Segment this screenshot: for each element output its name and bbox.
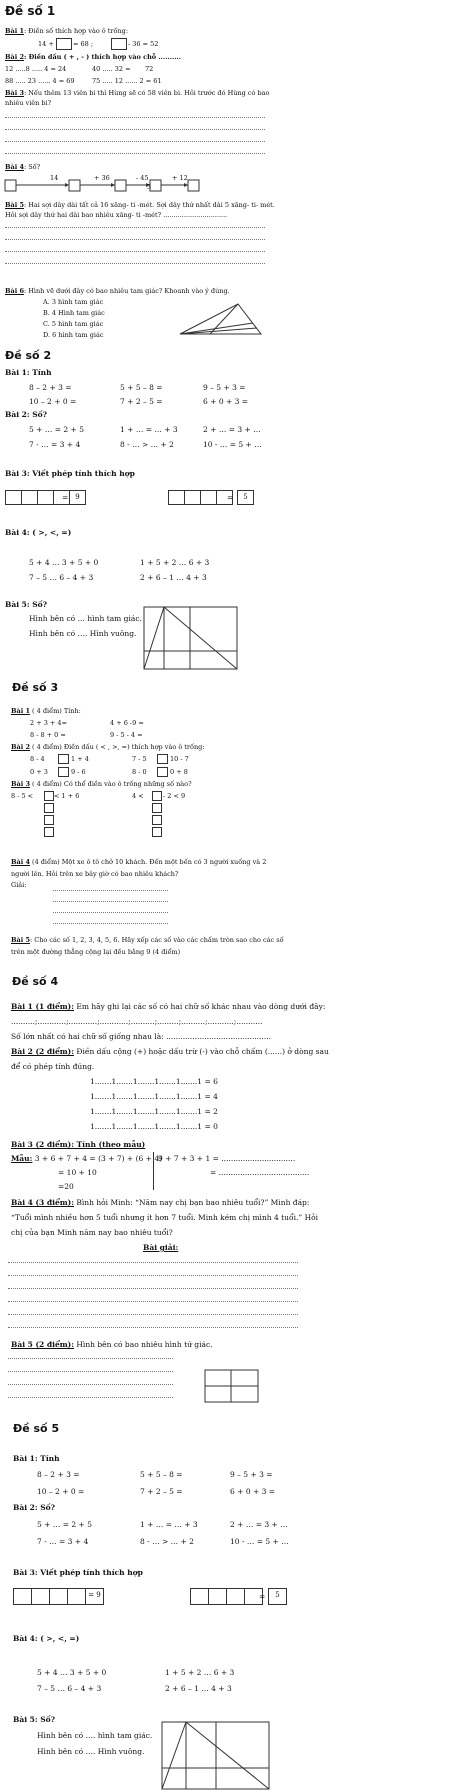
- compare-item: 1 + 5 + 2 … 6 + 3: [140, 558, 210, 567]
- ex4-3-sample: Mẫu: 3 + 6 + 7 + 4 = (3 + 7) + (6 + 4): [11, 1154, 163, 1163]
- calc-item: 8 – 2 + 3 =: [37, 1470, 80, 1479]
- calc-item: 10 – 2 + 0 =: [29, 397, 77, 406]
- compare-item: 2 + 6 – 1 … 4 + 3: [165, 1684, 232, 1693]
- calc-item: 7 + 2 – 5 =: [120, 397, 163, 406]
- ex1-1-line-b: = 68 ;: [73, 40, 94, 48]
- exercise-3-5: Bài 5: Cho các số 1, 2, 3, 4, 5, 6. Hãy xếp các số vào các chấm tròn sao cho các số: [11, 936, 284, 944]
- ex2-2-heading: Bài 2: Số?: [5, 410, 48, 419]
- answer-box: [157, 754, 168, 764]
- compare-left: 8 - 4: [30, 755, 45, 763]
- answer-box: [56, 38, 72, 50]
- equation-result: 9: [69, 490, 86, 505]
- exercise-4-4: Bài 4 (3 điểm): Bình hỏi Minh: “Năm nay chị bạn bao nhiêu tuổi?” Minh đáp:: [11, 1198, 310, 1207]
- ex1-1-line-c: - 36 = 52: [128, 40, 159, 48]
- compare-item: 5 + 4 … 3 + 5 + 0: [37, 1668, 107, 1677]
- answer-box: [111, 38, 127, 50]
- calc-item: 9 - 5 - 4 =: [110, 731, 143, 739]
- exercise-3-1: Bài 1 ( 4 điểm) Tính:: [11, 707, 81, 715]
- answer-line: [8, 1358, 173, 1359]
- ineq-right: - 2 < 9: [163, 792, 186, 800]
- calc-item: 5 + 5 – 8 =: [120, 383, 163, 392]
- compare-item: 1 + 5 + 2 … 6 + 3: [165, 1668, 235, 1677]
- fill-item: 1 + … = … + 3: [140, 1520, 198, 1529]
- answer-line: [8, 1371, 173, 1372]
- sign-row: 1.......1.......1.......1.......1.......1 = 2: [90, 1107, 218, 1116]
- calc-item: 6 + 0 + 3 =: [203, 397, 249, 406]
- section-title-5: Đề số 5: [13, 1422, 60, 1435]
- choice-option: B. 4 Hình tam giác: [43, 309, 105, 317]
- section-title-1: Đề số 1: [5, 4, 56, 18]
- ex4-4-text: “Tuổi mình nhiều hơn 5 tuổi nhưng ít hơn 7 tuổi. Minh kém chị mình 4 tuổi.” Hỏi: [11, 1213, 319, 1222]
- ineq-left: 8 - 5 <: [11, 792, 34, 800]
- ex4-3-task: 9 + 7 + 3 + 1 = ...............................: [158, 1154, 296, 1163]
- compare-left: 0 + 3: [30, 768, 48, 776]
- answer-line: [5, 239, 265, 240]
- ineq-right: < 1 + 6: [54, 792, 80, 800]
- calc-item: 6 + 0 + 3 =: [230, 1487, 276, 1496]
- exercise-3-4: Bài 4 (4 điểm) Một xe ô tô chở 10 khách. Đến một bến có 3 người xuống và 2: [11, 858, 267, 866]
- calc-item: 10 – 2 + 0 =: [37, 1487, 85, 1496]
- chain-op: 14: [50, 174, 59, 182]
- ex4-4-text: chị của bạn Minh năm nay bao nhiêu tuổi?: [11, 1228, 173, 1237]
- calc-item: 8 - 8 + 0 =: [30, 731, 66, 739]
- answer-line: [5, 263, 265, 264]
- answer-line: [8, 1275, 298, 1276]
- calc-item: 9 – 5 + 3 =: [230, 1470, 273, 1479]
- compare-item: 7 – 5 … 6 – 4 + 3: [37, 1684, 102, 1693]
- ex4-3-sample-line: =20: [58, 1182, 74, 1191]
- ex4-2-text: để có phép tính đúng.: [11, 1062, 95, 1071]
- ex5-5-question: Hình bên có …. Hình vuông.: [37, 1747, 145, 1756]
- answer-dots: ..........;............;............;............;..........;.........;..........;...........;...........: [11, 1017, 263, 1026]
- ex4-1-text: Số lớn nhất có hai chữ số giống nhau là: ............................................: [11, 1032, 271, 1041]
- ex2-5-question: Hình bên có …. Hình vuông.: [29, 629, 137, 638]
- exercise-4-5: Bài 5 (2 điểm): Hình bên có bao nhiêu hình tứ giác.: [11, 1340, 213, 1349]
- ex1-3-text: nhiêu viên bi?: [5, 99, 52, 107]
- chain-value: 3: [147, 183, 152, 191]
- answer-line: [5, 117, 265, 118]
- ex3-5-text: trên một đường thẳng cộng lại đều bằng 9 (4 điểm): [11, 948, 181, 956]
- choice-option: C. 5 hình tam giác: [43, 320, 104, 328]
- answer-line: [8, 1288, 298, 1289]
- choice-option: D. 6 hình tam giác: [43, 331, 104, 339]
- ex1-2-item: 88 ..... 23 ...... 4 = 69: [5, 77, 75, 85]
- answer-box: [152, 815, 162, 825]
- chain-op: - 45: [136, 174, 149, 182]
- fill-item: 8 - … > … + 2: [120, 440, 174, 449]
- exercise-4-1: Bài 1 (1 điểm): Em hãy ghi lại các số có hai chữ số khác nhau vào dòng dưới đây:: [11, 1002, 326, 1011]
- answer-box: [44, 803, 54, 813]
- ex1-2-item: 40 ..... 32 =: [92, 65, 131, 73]
- calc-item: 8 – 2 + 3 =: [29, 383, 72, 392]
- exercise-1-3: Bài 3: Nếu thêm 13 viên bi thì Hùng sẽ có 58 viên bi. Hỏi trước đó Hùng có bao: [5, 89, 270, 97]
- calc-item: 2 + 3 + 4=: [30, 719, 68, 727]
- answer-box: [44, 827, 54, 837]
- answer-box: [152, 791, 162, 801]
- section-title-3: Đề số 3: [12, 681, 59, 694]
- answer-line: [8, 1327, 298, 1328]
- equation-result: 5: [268, 1588, 287, 1605]
- ex1-5-text: Hỏi sợi dây thứ hai dài bao nhiêu xăng- ti -mét? ...............................: [5, 211, 228, 219]
- chain-op: + 12: [172, 174, 188, 182]
- ex5-3-heading: Bài 3: Viết phép tính thích hợp: [13, 1568, 143, 1577]
- answer-line: [53, 890, 168, 891]
- section-title-2: Đề số 2: [5, 349, 52, 362]
- compare-left: 8 - 0: [132, 768, 147, 776]
- ex2-1-heading: Bài 1: Tính: [5, 368, 52, 377]
- sign-row: 1.......1.......1.......1.......1.......1 = 6: [90, 1077, 218, 1086]
- ex1-2-item: 12 .....8 ..... 4 = 24: [5, 65, 67, 73]
- divider: [153, 1152, 154, 1190]
- ex4-3-task: = ......................................: [210, 1168, 310, 1177]
- equation-result: 5: [237, 490, 254, 505]
- fill-item: 2 + … = 3 + …: [230, 1520, 288, 1529]
- exercise-1-2: Bài 2: Điền dấu ( + , - ) thích hợp vào chỗ ..........: [5, 53, 182, 61]
- ex5-1-heading: Bài 1: Tính: [13, 1454, 60, 1463]
- answer-box: [152, 827, 162, 837]
- square-triangle-figure: [144, 607, 238, 670]
- triangle-figure: [180, 303, 262, 335]
- square-triangle-figure: [162, 1722, 270, 1790]
- choice-option: A. 3 hình tam giác: [43, 298, 104, 306]
- ex1-2-item: 72: [145, 65, 154, 73]
- answer-line: [8, 1301, 298, 1302]
- ex1-2-item: 75 ..... 12 ...... 2 = 61: [92, 77, 162, 85]
- ex4-3-heading: Bài 3 (2 điểm): Tính (theo mẫu): [11, 1140, 146, 1149]
- section-title-4: Đề số 4: [12, 975, 59, 988]
- answer-line: [5, 153, 265, 154]
- fill-item: 5 + … = 2 + 5: [29, 425, 84, 434]
- compare-right: 9 - 6: [71, 768, 86, 776]
- answer-line: [53, 901, 168, 902]
- answer-box: [152, 803, 162, 813]
- calc-item: 4 + 6 -9 =: [110, 719, 144, 727]
- exercise-4-2: Bài 2 (2 điểm): Điền dấu cộng (+) hoặc dấu trừ (-) vào chỗ chấm (......) ở dòng sau: [11, 1047, 329, 1056]
- answer-line: [8, 1397, 173, 1398]
- fill-item: 2 + … = 3 + …: [203, 425, 261, 434]
- ex2-5-question: Hình bên có … hình tam giác.: [29, 614, 142, 623]
- calc-item: 9 – 5 + 3 =: [203, 383, 246, 392]
- compare-item: 7 – 5 … 6 – 4 + 3: [29, 573, 94, 582]
- fill-item: 1 + … = … + 3: [120, 425, 178, 434]
- fill-item: 10 - … = 5 + …: [203, 440, 262, 449]
- exercise-1-4: Bài 4: Số?: [5, 163, 41, 171]
- exercise-3-3: Bài 3 ( 4 điểm) Có thể điền vào ô trống những số nào?: [11, 780, 192, 788]
- compare-right: 1 + 4: [71, 755, 89, 763]
- answer-line: [5, 129, 265, 130]
- ex5-2-heading: Bài 2: Số?: [13, 1503, 56, 1512]
- exercise-1-5: Bài 5: Hai sợi dây dài tất cả 16 xăng- ti -mét. Sợi dây thứ nhất dài 5 xăng- ti- mét.: [5, 201, 275, 209]
- ex5-5-heading: Bài 5: Số?: [13, 1715, 56, 1724]
- sign-row: 1.......1.......1.......1.......1.......1 = 4: [90, 1092, 218, 1101]
- ex5-4-heading: Bài 4: ( >, <, =): [13, 1634, 80, 1643]
- fill-item: 10 - … = 5 + …: [230, 1537, 289, 1546]
- answer-line: [8, 1384, 173, 1385]
- answer-line: [8, 1314, 298, 1315]
- exercise-3-2: Bài 2 ( 4 điểm) Điền dấu ( < , >, =) thích hợp vào ô trống:: [11, 743, 205, 751]
- compare-right: 10 - 7: [170, 755, 189, 763]
- answer-line: [5, 251, 265, 252]
- fill-item: 8 - … > … + 2: [140, 1537, 194, 1546]
- answer-box: [58, 754, 69, 764]
- ex5-5-question: Hình bên có …. hình tam giác.: [37, 1731, 153, 1740]
- ex2-3-heading: Bài 3: Viết phép tính thích hợp: [5, 469, 135, 478]
- answer-box: [44, 791, 54, 801]
- fill-item: 7 - … = 3 + 4: [29, 440, 81, 449]
- exercise-1-1: Bài 1: Điền số thích hợp vào ô trống:: [5, 27, 129, 35]
- ex2-4-heading: Bài 4: ( >, <, =): [5, 528, 72, 537]
- ineq-left: 4 <: [132, 792, 144, 800]
- quadrilateral-figure: [205, 1370, 259, 1403]
- calc-item: 5 + 5 – 8 =: [140, 1470, 183, 1479]
- answer-line: [5, 141, 265, 142]
- answer-box: [44, 815, 54, 825]
- exercise-1-6: Bài 6: Hình vẽ dưới đây có bao nhiêu tam giác? Khoanh vào ý đúng.: [5, 287, 230, 295]
- compare-item: 5 + 4 … 3 + 5 + 0: [29, 558, 99, 567]
- ex1-1-line-a: 14 +: [38, 40, 54, 48]
- equation-result: = 9: [85, 1588, 104, 1605]
- answer-line: [53, 923, 168, 924]
- solution-heading: Bài giải:: [143, 1243, 179, 1252]
- answer-line: [53, 912, 168, 913]
- chain-op: + 36: [94, 174, 110, 182]
- compare-item: 2 + 6 – 1 … 4 + 3: [140, 573, 207, 582]
- answer-line: [8, 1262, 298, 1263]
- solution-label: Giải:: [11, 881, 27, 889]
- ex4-3-sample-line: = 10 + 10: [58, 1168, 97, 1177]
- ex3-4-text: người lên. Hỏi trên xe bây giờ có bao nhiêu khách?: [11, 870, 179, 878]
- answer-box: [157, 767, 168, 777]
- compare-right: 0 + 8: [170, 768, 188, 776]
- fill-item: 5 + … = 2 + 5: [37, 1520, 92, 1529]
- compare-left: 7 - 5: [132, 755, 147, 763]
- sign-row: 1.......1.......1.......1.......1.......1 = 0: [90, 1122, 218, 1131]
- calc-item: 7 + 2 – 5 =: [140, 1487, 183, 1496]
- fill-item: 7 - … = 3 + 4: [37, 1537, 89, 1546]
- answer-box: [58, 767, 69, 777]
- answer-line: [5, 227, 265, 228]
- ex2-5-heading: Bài 5: Số?: [5, 600, 48, 609]
